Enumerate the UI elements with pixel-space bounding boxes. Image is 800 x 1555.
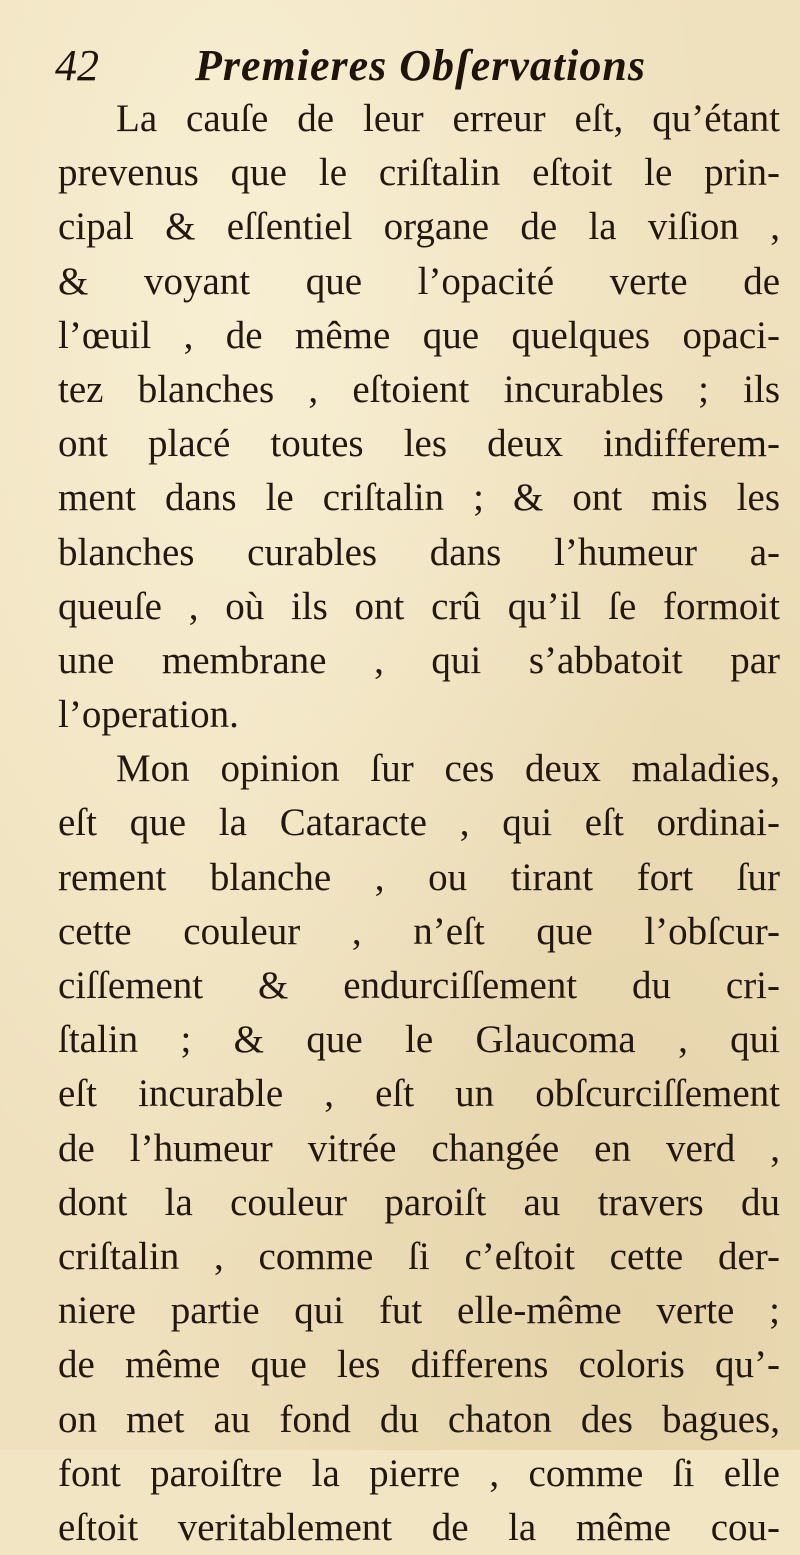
text-line: l’operation. (58, 693, 239, 737)
text-line: cette couleur , n’eſt que l’obſcur- (58, 909, 780, 953)
text-line: font paroiſtre la pierre , comme ſi elle (58, 1451, 780, 1495)
text-line: prevenus que le criſtalin eſtoit le prin- (58, 151, 780, 195)
text-line: ciſſement & endurciſſement du cri- (58, 964, 780, 1007)
text-line: rement blanche , ou tirant fort ſur (58, 855, 780, 899)
text-line: ment dans le criſtalin ; & ont mis les (58, 476, 780, 520)
text-line: de l’humeur vitrée changée en verd , (58, 1126, 780, 1170)
body-text (58, 92, 780, 1555)
text-line: dont la couleur paroiſt au travers du (58, 1180, 780, 1224)
text-line: criſtalin , comme ſi c’eſtoit cette der- (58, 1234, 780, 1278)
text-line: une membrane , qui s’abbatoit par (58, 638, 780, 682)
text-line: ont placé toutes les deux indifferem- (58, 422, 780, 466)
text-line: de même que les differens coloris qu’- (58, 1343, 780, 1387)
text-line: ſtalin ; & que le Glaucoma , qui (58, 1018, 780, 1062)
page-title: Premieres Obſervations (195, 41, 646, 90)
text-line: on met au fond du chaton des bagues, (58, 1397, 780, 1441)
text-line: eſtoit veritablement de la même cou- (58, 1505, 780, 1549)
text-line: blanches curables dans l’humeur a- (58, 530, 780, 574)
text-line: Mon opinion ſur ces deux maladies, (116, 747, 780, 791)
text-line: eſt incurable , eſt un obſcurciſſement (58, 1072, 780, 1116)
text-line: niere partie qui fut elle-même verte ; (58, 1289, 780, 1333)
running-head (55, 40, 755, 100)
page-number: 42 (55, 41, 99, 90)
text-line: La cauſe de leur erreur eſt, qu’étant (116, 97, 780, 140)
text-line: queuſe , où ils ont crû qu’il ſe formoit (58, 584, 780, 628)
text-line: eſt que la Cataracte , qui eſt ordinai- (58, 801, 780, 845)
text-line: tez blanches , eſtoient incurables ; ils (58, 367, 780, 411)
text-line: cipal & eſſentiel organe de la viſion , (58, 205, 780, 249)
text-line: l’œuil , de même que quelques opaci- (58, 313, 780, 357)
text-line: & voyant que l’opacité verte de (58, 259, 780, 303)
